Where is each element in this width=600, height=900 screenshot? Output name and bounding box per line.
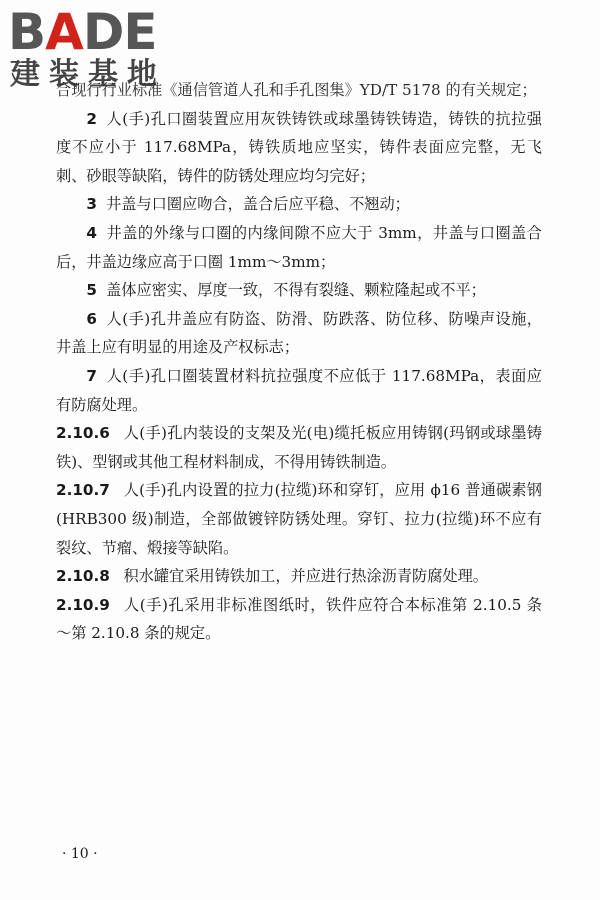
list-item-3	[56, 190, 542, 219]
list-item-7	[56, 362, 542, 419]
logo-wordmark	[8, 3, 157, 61]
section-number: 2.10.7	[56, 481, 110, 500]
item-number: 5	[86, 281, 97, 300]
item-text: 盖体应密实、厚度一致，不得有裂缝、颗粒隆起或不平；	[106, 281, 486, 300]
section-number: 2.10.6	[56, 424, 110, 443]
item-text: 人(手)孔井盖应有防盗、防滑、防跌落、防位移、防噪声设施，井盖上应有明显的用途及产权标志；	[56, 309, 542, 357]
item-number: 3	[86, 195, 97, 214]
logo-letters-de: DE	[82, 3, 157, 61]
list-item-4	[56, 219, 542, 276]
section-text: 人(手)孔内设置的拉力(拉缆)环和穿钉，应用 ϕ16 普通碳素钢(HRB300 级)制造，全部做镀锌防锈处理。穿钉、拉力(拉缆)环不应有裂纹、节瘤、煅接等缺陷。	[56, 481, 542, 557]
item-number: 2	[86, 109, 97, 128]
list-item-6	[56, 305, 542, 362]
continuation-paragraph: 合现行行业标准《通信管道人孔和手孔图集》YD/T 5178 的有关规定；	[56, 81, 537, 99]
section-2-10-7	[56, 476, 542, 562]
item-number: 4	[86, 223, 97, 242]
item-text: 井盖的外缘与口圈的内缘间隙不应大于 3mm，井盖与口圈盖合后，井盖边缘应高于口圈 1mm～3mm；	[56, 223, 542, 271]
body-text	[56, 76, 542, 648]
list-item-2	[56, 105, 542, 191]
list-item-5	[56, 276, 542, 305]
section-text: 人(手)孔采用非标准图纸时，铁件应符合本标准第 2.10.5 条～第 2.10.8 条的规定。	[56, 595, 542, 643]
item-number: 7	[86, 366, 97, 385]
item-text: 人(手)孔口圈装置材料抗拉强度不应低于 117.68MPa，表面应有防腐处理。	[56, 366, 542, 414]
section-text: 人(手)孔内装设的支架及光(电)缆托板应用铸钢(玛钢或球墨铸铁)、型钢或其他工程材料制成，不得用铸铁制造。	[56, 424, 542, 471]
section-2-10-8	[56, 562, 542, 591]
item-number: 6	[86, 309, 97, 328]
section-number: 2.10.9	[56, 595, 110, 614]
section-2-10-6	[56, 419, 542, 476]
section-number: 2.10.8	[56, 567, 110, 586]
logo-chinese-text: 建装基地	[10, 57, 166, 92]
section-text: 积水罐宜采用铸铁加工，并应进行热涂沥青防腐处理。	[123, 567, 488, 586]
item-text: 人(手)孔口圈装置应用灰铁铸铁或球墨铸铁铸造，铸铁的抗拉强度不应小于 117.68MPa，铸铁质地应坚实，铸件表面应完整，无飞刺、砂眼等缺陷，铸件的防锈处理应均匀完好；	[56, 109, 542, 185]
logo-letter-b: B	[8, 3, 46, 61]
page-number: · 10 ·	[62, 846, 98, 862]
item-text: 井盖与口圈应吻合，盖合后应平稳、不翘动；	[106, 195, 410, 214]
logo-letter-a: A	[45, 3, 83, 61]
section-2-10-9	[56, 591, 542, 648]
